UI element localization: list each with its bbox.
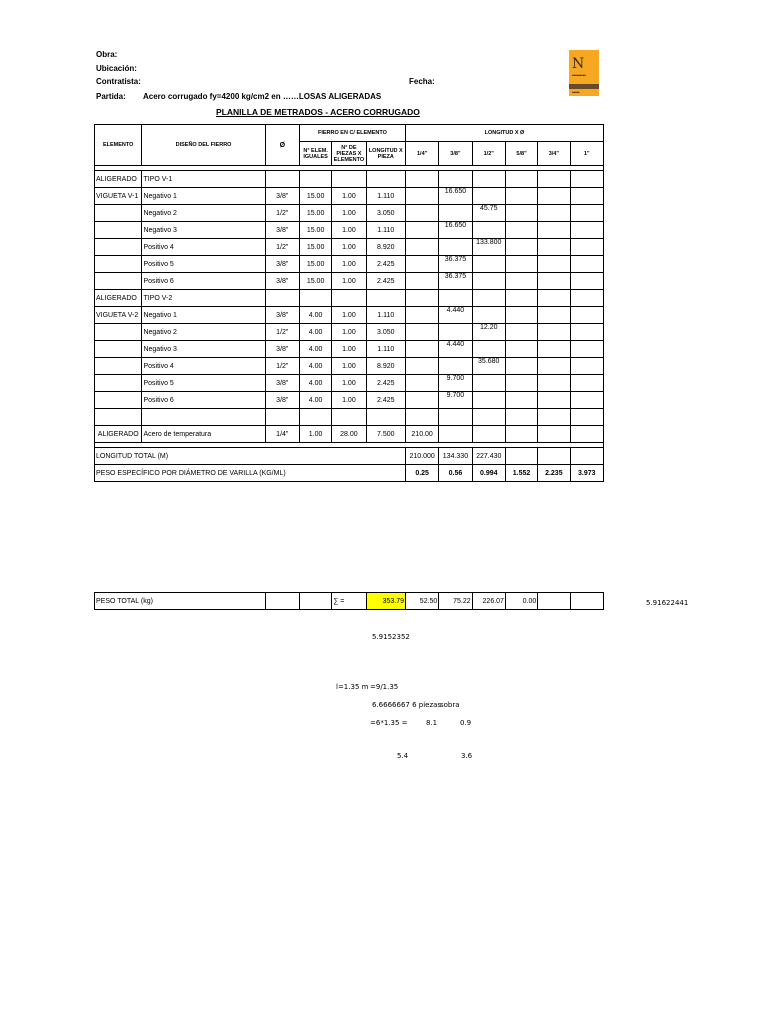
section-type: TIPO V-1 (142, 171, 265, 188)
row-longitud-empty (472, 307, 505, 324)
total-14: 210.000 (405, 448, 438, 465)
row-n-piezas: 1.00 (332, 341, 366, 358)
peso-14: 52.50 (406, 593, 439, 610)
row-n-piezas: 1.00 (332, 392, 366, 409)
row-elemento (95, 239, 142, 256)
row-longitud-empty (538, 341, 570, 358)
note-1: 5.9152352 (372, 633, 410, 641)
row-longitud-empty (405, 324, 438, 341)
temp-diam: 1/4" (265, 426, 299, 443)
row-diseno: Negativo 2 (142, 205, 265, 222)
row-elemento: VIGUETA V-2 (95, 307, 142, 324)
row-longitud-empty (538, 358, 570, 375)
col-long-pieza: LONGITUD X PIEZA (366, 142, 405, 166)
obra-label: Obra: (96, 50, 118, 59)
page-title: PLANILLA DE METRADOS - ACERO CORRUGADO (216, 107, 420, 117)
row-longitud-empty (538, 205, 570, 222)
row-longitud-empty (538, 273, 570, 290)
table-row (95, 273, 604, 290)
row-longitud-empty (439, 205, 472, 222)
row-longitud-empty (405, 358, 438, 375)
table-row (95, 188, 604, 205)
row-diseno: Positivo 5 (142, 375, 265, 392)
partida-value: Acero corrugado fy=4200 kg/cm2 en ……LOSAS ALIGERADAS (143, 92, 382, 101)
table-row (95, 358, 604, 375)
row-diseno: Positivo 6 (142, 273, 265, 290)
temp-elem: ALIGERADO (95, 426, 142, 443)
note-9: 5.4 (397, 752, 409, 760)
row-diametro: 3/8" (265, 188, 299, 205)
row-n-elem: 4.00 (299, 341, 331, 358)
row-diseno: Negativo 3 (142, 341, 265, 358)
col-n-elem: N° ELEM. IGUALES (299, 142, 331, 166)
col-d-38: 3/8" (439, 142, 472, 166)
row-diametro: 3/8" (265, 222, 299, 239)
total-38: 134.330 (439, 448, 472, 465)
row-long-pieza: 8.920 (366, 239, 405, 256)
row-longitud-value: 133.800 (472, 239, 505, 256)
group-longitud: LONGITUD X Ø (405, 125, 603, 142)
row-n-piezas: 1.00 (332, 222, 366, 239)
row-n-elem: 4.00 (299, 392, 331, 409)
row-long-pieza: 8.920 (366, 358, 405, 375)
total-34 (538, 448, 570, 465)
total-1 (570, 448, 604, 465)
row-elemento (95, 222, 142, 239)
row-longitud-empty (505, 392, 537, 409)
row-longitud-empty (405, 307, 438, 324)
row-longitud-empty (505, 324, 537, 341)
col-diametro: Ø (265, 125, 299, 166)
row-longitud-empty (570, 205, 604, 222)
table-row (95, 239, 604, 256)
contratista-label: Contratista: (96, 77, 141, 86)
row-longitud-value: 36.375 (439, 256, 472, 273)
row-longitud-empty (570, 222, 604, 239)
row-longitud-empty (570, 273, 604, 290)
row-elemento (95, 392, 142, 409)
col-n-piezas: N° DE PIEZAS X ELEMENTO (332, 142, 366, 166)
peso-34 (538, 593, 570, 610)
row-n-piezas: 1.00 (332, 239, 366, 256)
row-elemento (95, 273, 142, 290)
note-10: 3.6 (461, 752, 473, 760)
row-long-pieza: 2.425 (366, 256, 405, 273)
row-diseno: Negativo 2 (142, 324, 265, 341)
row-longitud-empty (505, 307, 537, 324)
total-label: LONGITUD TOTAL (M) (95, 448, 406, 465)
peso-total-sum: 353.79 (366, 593, 405, 610)
row-elemento (95, 205, 142, 222)
row-longitud-value: 35.680 (472, 358, 505, 375)
row-elemento (95, 341, 142, 358)
row-longitud-empty (405, 256, 438, 273)
row-longitud-empty (439, 239, 472, 256)
table-row (95, 341, 604, 358)
fecha-label: Fecha: (409, 77, 435, 86)
peso-esp-label: PESO ESPECÍFICO POR DIÁMETRO DE VARILLA (KG/ML) (95, 465, 406, 482)
row-longitud-value: 4.440 (439, 341, 472, 358)
row-longitud-empty (538, 239, 570, 256)
table-row (95, 426, 604, 443)
peso-esp-58: 1.552 (505, 465, 537, 482)
row-longitud-empty (538, 392, 570, 409)
sigma-symbol: ∑ = (332, 593, 366, 610)
row-longitud-empty (505, 358, 537, 375)
row-longitud-empty (570, 375, 604, 392)
row-longitud-empty (505, 341, 537, 358)
row-longitud-empty (570, 358, 604, 375)
col-d-14: 1/4" (405, 142, 438, 166)
section-label: ALIGERADO (95, 290, 142, 307)
row-longitud-empty (538, 256, 570, 273)
row-longitud-value: 45.75 (472, 205, 505, 222)
peso-esp-14: 0.25 (405, 465, 438, 482)
row-longitud-empty (472, 273, 505, 290)
row-elemento: VIGUETA V-1 (95, 188, 142, 205)
row-longitud-value: 36.375 (439, 273, 472, 290)
row-longitud-empty (505, 375, 537, 392)
row-longitud-empty (570, 392, 604, 409)
row-n-piezas: 1.00 (332, 324, 366, 341)
group-fierro: FIERRO EN C/ ELEMENTO (299, 125, 405, 142)
row-longitud-empty (570, 188, 604, 205)
temp-n: 1.00 (299, 426, 331, 443)
row-n-piezas: 1.00 (332, 358, 366, 375)
row-longitud-empty (472, 188, 505, 205)
table-row (95, 392, 604, 409)
side-note: 5.91622441 (646, 599, 689, 607)
row-diametro: 3/8" (265, 273, 299, 290)
row-n-elem: 15.00 (299, 222, 331, 239)
row-elemento (95, 324, 142, 341)
row-longitud-empty (538, 324, 570, 341)
university-logo: N ■■■■■■■■■ ■■■■■ (569, 50, 599, 96)
row-longitud-empty (472, 341, 505, 358)
note-7: 8.1 (426, 719, 438, 727)
peso-esp-1: 3.973 (570, 465, 604, 482)
table-row (95, 375, 604, 392)
table-row (95, 256, 604, 273)
row-n-elem: 4.00 (299, 358, 331, 375)
total-58 (505, 448, 537, 465)
peso-total-label: PESO TOTAL (kg) (95, 593, 266, 610)
row-longitud-empty (538, 307, 570, 324)
row-longitud-empty (439, 358, 472, 375)
col-d-34: 3/4" (538, 142, 570, 166)
row-longitud-empty (405, 273, 438, 290)
row-longitud-empty (570, 307, 604, 324)
note-8: 0.9 (460, 719, 472, 727)
row-long-pieza: 1.110 (366, 341, 405, 358)
peso-38: 75.22 (439, 593, 472, 610)
col-d-1: 1" (570, 142, 604, 166)
row-diseno: Negativo 1 (142, 188, 265, 205)
col-d-58: 5/8" (505, 142, 537, 166)
note-2: l=1.35 m (336, 683, 369, 691)
row-n-elem: 15.00 (299, 188, 331, 205)
row-longitud-value: 16.650 (439, 188, 472, 205)
row-diametro: 3/8" (265, 341, 299, 358)
row-n-piezas: 1.00 (332, 256, 366, 273)
row-elemento (95, 375, 142, 392)
row-n-elem: 15.00 (299, 273, 331, 290)
section-type: TIPO V-2 (142, 290, 265, 307)
peso-12: 226.07 (472, 593, 505, 610)
row-longitud-empty (405, 239, 438, 256)
row-n-elem: 15.00 (299, 205, 331, 222)
row-long-pieza: 2.425 (366, 273, 405, 290)
temp-l: 7.500 (366, 426, 405, 443)
row-longitud-empty (538, 375, 570, 392)
total-12: 227.430 (472, 448, 505, 465)
temp-v14: 210.00 (405, 426, 438, 443)
row-long-pieza: 1.110 (366, 188, 405, 205)
row-n-piezas: 1.00 (332, 188, 366, 205)
row-elemento (95, 358, 142, 375)
row-longitud-empty (472, 392, 505, 409)
row-diseno: Positivo 5 (142, 256, 265, 273)
rows-v2 (95, 307, 604, 409)
row-long-pieza: 1.110 (366, 307, 405, 324)
row-longitud-empty (405, 375, 438, 392)
row-diseno: Negativo 1 (142, 307, 265, 324)
row-diseno: Negativo 3 (142, 222, 265, 239)
row-diametro: 1/2" (265, 239, 299, 256)
row-longitud-empty (505, 273, 537, 290)
row-longitud-empty (472, 256, 505, 273)
note-6: =6*1.35 = (370, 719, 408, 727)
table-row (95, 324, 604, 341)
partida-label: Partida: (96, 92, 126, 101)
peso-esp-38: 0.56 (439, 465, 472, 482)
row-longitud-empty (505, 188, 537, 205)
table-row (95, 205, 604, 222)
note-4: 6.6666667 6 piezas (372, 701, 442, 709)
col-d-12: 1/2" (472, 142, 505, 166)
peso-esp-34: 2.235 (538, 465, 570, 482)
row-longitud-value: 4.440 (439, 307, 472, 324)
row-n-piezas: 1.00 (332, 273, 366, 290)
row-n-elem: 4.00 (299, 324, 331, 341)
row-diametro: 3/8" (265, 392, 299, 409)
row-diseno: Positivo 4 (142, 358, 265, 375)
row-n-elem: 15.00 (299, 239, 331, 256)
row-longitud-value: 12.20 (472, 324, 505, 341)
note-5: sobra (440, 701, 460, 709)
row-diametro: 1/2" (265, 358, 299, 375)
col-elemento: ELEMENTO (95, 125, 142, 166)
row-longitud-empty (472, 222, 505, 239)
row-diametro: 3/8" (265, 307, 299, 324)
peso-total-table (94, 592, 604, 610)
row-longitud-empty (538, 222, 570, 239)
row-n-piezas: 1.00 (332, 205, 366, 222)
row-longitud-empty (405, 188, 438, 205)
row-longitud-empty (405, 205, 438, 222)
row-longitud-empty (570, 256, 604, 273)
section-label: ALIGERADO (95, 171, 142, 188)
row-longitud-empty (570, 324, 604, 341)
col-diseno: DISEÑO DEL FIERRO (142, 125, 265, 166)
row-n-piezas: 1.00 (332, 375, 366, 392)
row-elemento (95, 256, 142, 273)
row-longitud-empty (405, 392, 438, 409)
rows-v1 (95, 188, 604, 290)
row-longitud-value: 9.700 (439, 375, 472, 392)
peso-esp-12: 0.994 (472, 465, 505, 482)
row-long-pieza: 3.050 (366, 205, 405, 222)
row-long-pieza: 2.425 (366, 392, 405, 409)
row-n-piezas: 1.00 (332, 307, 366, 324)
row-longitud-empty (570, 239, 604, 256)
row-diseno: Positivo 4 (142, 239, 265, 256)
table-row (95, 222, 604, 239)
row-longitud-empty (405, 222, 438, 239)
row-longitud-value: 9.700 (439, 392, 472, 409)
row-n-elem: 4.00 (299, 307, 331, 324)
peso-1 (570, 593, 603, 610)
row-diametro: 1/2" (265, 205, 299, 222)
peso-58: 0.00 (505, 593, 537, 610)
table-row (95, 307, 604, 324)
temp-diseno: Acero de temperatura (142, 426, 265, 443)
row-longitud-empty (505, 222, 537, 239)
row-longitud-value: 16.650 (439, 222, 472, 239)
row-longitud-empty (538, 188, 570, 205)
note-3: =9/1.35 (370, 683, 399, 691)
row-longitud-empty (439, 324, 472, 341)
row-long-pieza: 2.425 (366, 375, 405, 392)
row-long-pieza: 3.050 (366, 324, 405, 341)
ubicacion-label: Ubicación: (96, 64, 137, 73)
row-longitud-empty (570, 341, 604, 358)
row-longitud-empty (505, 256, 537, 273)
total-row (95, 448, 604, 465)
row-diametro: 1/2" (265, 324, 299, 341)
row-diametro: 3/8" (265, 256, 299, 273)
row-longitud-empty (505, 239, 537, 256)
metrados-table (94, 124, 604, 482)
row-longitud-empty (505, 205, 537, 222)
row-long-pieza: 1.110 (366, 222, 405, 239)
row-longitud-empty (405, 341, 438, 358)
temp-p: 28.00 (332, 426, 366, 443)
row-n-elem: 4.00 (299, 375, 331, 392)
row-diametro: 3/8" (265, 375, 299, 392)
row-n-elem: 15.00 (299, 256, 331, 273)
row-diseno: Positivo 6 (142, 392, 265, 409)
peso-especifico-row (95, 465, 604, 482)
row-longitud-empty (472, 375, 505, 392)
